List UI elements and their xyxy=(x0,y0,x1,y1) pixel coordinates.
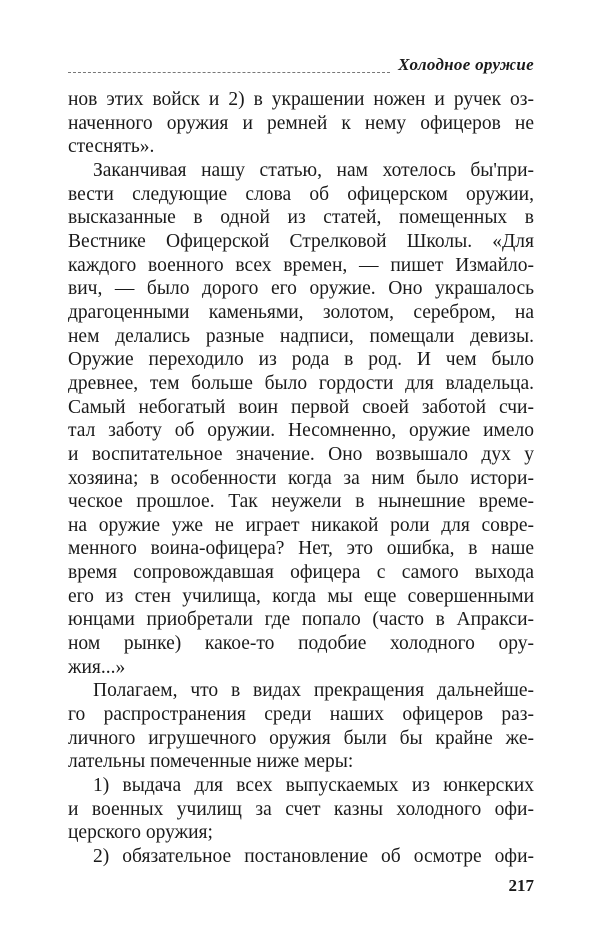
text-line: древнее, тем больше было гордости для владельца. xyxy=(68,372,534,394)
page-number: 217 xyxy=(508,876,534,895)
text-line: и воспитательное значение. Оно возвышало дух у xyxy=(68,443,534,465)
text-line: го распространения среди наших офицеров раз- xyxy=(68,704,534,726)
text-line: личного игрушечного оружия были бы крайне же- xyxy=(68,727,534,749)
text-line: Самый небогатый воин первой своей заботой счи- xyxy=(68,396,534,418)
text-line: наченного оружия и ремней к нему офицеров не xyxy=(68,112,534,134)
text-line: ном рынке) какое-то подобие холодного ору- xyxy=(68,633,534,655)
text-line: юнцами приобретали где попало (часто в Апракси- xyxy=(68,609,534,631)
text-line: высказанные в одной из статей, помещенных в xyxy=(68,207,534,229)
text-line: Вестнике Офицерской Стрелковой Школы. «Для xyxy=(68,230,534,252)
text-line: хозяина; в особенности когда за ним было истори- xyxy=(68,467,534,489)
text-line: его из стен училища, когда мы еще совершенными xyxy=(68,585,534,607)
text-line: стеснять». xyxy=(68,136,155,158)
text-line: на оружие уже не играет никакой роли для совре- xyxy=(68,514,534,536)
text-line: лательны помеченные ниже меры: xyxy=(68,751,354,773)
text-line: Заканчивая нашу статью, нам хотелось бы'при- xyxy=(93,159,534,181)
page-body-text xyxy=(68,88,534,869)
text-line: Оружие переходило из рода в род. И чем было xyxy=(68,349,534,371)
text-line: вич, — было дорого его оружие. Оно украшалось xyxy=(68,278,534,300)
text-line: церского оружия; xyxy=(68,822,213,844)
text-line: нов этих войск и 2) в украшении ножен и ручек оз- xyxy=(68,89,534,110)
text-line: 1) выдача для всех выпускаемых из юнкерских xyxy=(93,775,534,797)
text-line: каждого военного всех времен, — пишет Измайло- xyxy=(68,254,534,276)
text-line: нем делались разные надписи, помещали девизы. xyxy=(68,325,534,347)
text-line: ческое прошлое. Так неужели в нынешние време- xyxy=(68,491,534,513)
header-rule xyxy=(68,72,390,73)
text-line: драгоценными каменьями, золотом, серебром, на xyxy=(68,301,534,323)
text-line: время сопровождавшая офицера с самого выхода xyxy=(68,562,534,584)
text-line: и военных училищ за счет казны холодного офи- xyxy=(68,798,534,820)
text-line: тал заботу об оружии. Несомненно, оружие имело xyxy=(68,420,534,442)
text-line: Полагаем, что в видах прекращения дальнейше- xyxy=(93,680,534,702)
text-line: менного воина-офицера? Нет, это ошибка, в наше xyxy=(68,538,534,560)
running-header xyxy=(68,55,534,79)
text-line: жия...» xyxy=(68,656,126,678)
running-title: Холодное оружие xyxy=(398,55,534,74)
text-line: вести следующие слова об офицерском оружии, xyxy=(68,183,534,205)
text-line: 2) обязательное постановление об осмотре офи- xyxy=(93,846,534,867)
